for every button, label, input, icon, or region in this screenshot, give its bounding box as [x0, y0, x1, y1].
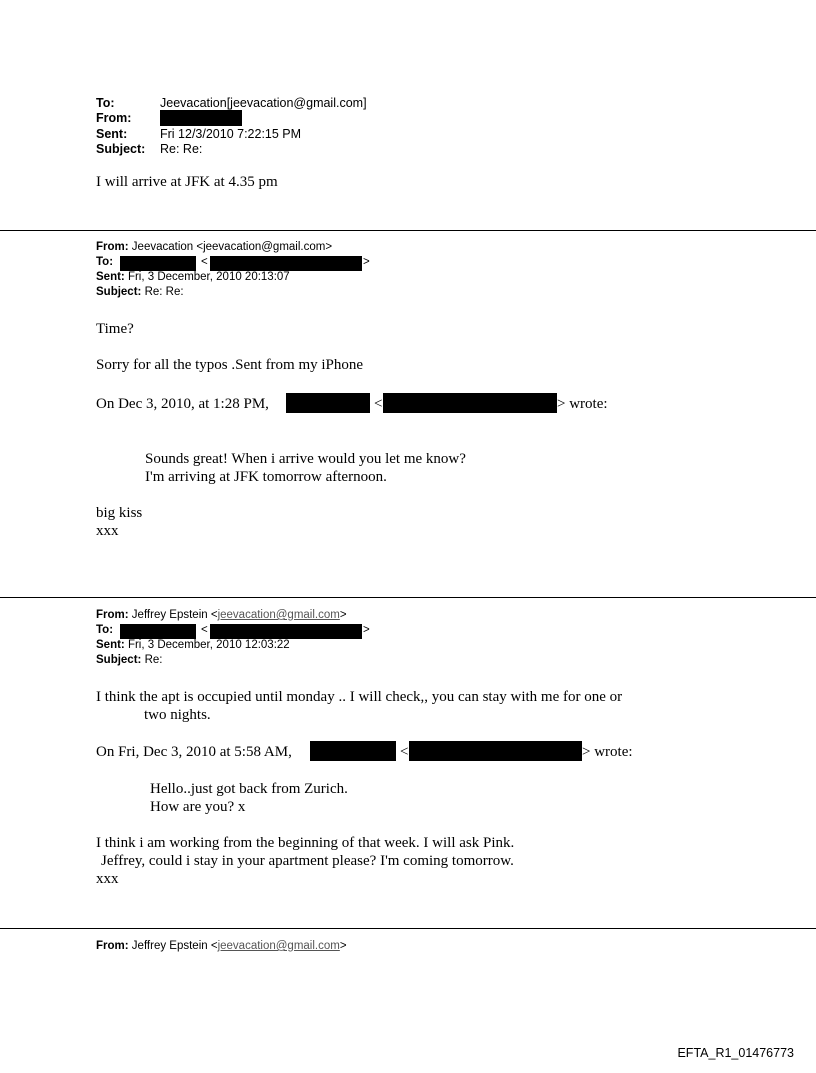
body-line: I think the apt is occupied until monday .. I will check,, you can stay with me for one or — [96, 689, 623, 705]
to-label: To: — [96, 624, 114, 636]
divider — [0, 597, 816, 598]
divider — [0, 928, 816, 929]
redaction-block — [286, 393, 370, 413]
from-label: From: — [96, 609, 129, 621]
quote-lt: < — [374, 396, 383, 412]
from-label: From: — [96, 111, 132, 125]
redaction-block — [409, 741, 582, 761]
from-email-link[interactable]: jeevacation@gmail.com — [217, 940, 340, 952]
to-value: Jeevacation[jeevacation@gmail.com] — [160, 96, 367, 110]
redaction-block — [383, 393, 557, 413]
sent-line — [96, 639, 290, 651]
redaction-block — [160, 110, 242, 126]
to-label: To: — [96, 96, 115, 110]
quote-suffix: > wrote: — [557, 396, 608, 412]
redaction-block — [310, 741, 396, 761]
redaction-block — [210, 256, 362, 271]
quote-lt: < — [400, 744, 409, 760]
divider — [0, 230, 816, 231]
to-label: To: — [96, 256, 114, 268]
subject-line — [96, 286, 184, 298]
quoted-line: Hello..just got back from Zurich. — [150, 781, 348, 797]
quote-header-prefix: On Dec 3, 2010, at 1:28 PM, — [96, 396, 269, 412]
from-value: Jeevacation <jeevacation@gmail.com> — [131, 241, 333, 253]
signature-line: xxx — [96, 523, 119, 539]
quote-header-prefix: On Fri, Dec 3, 2010 at 5:58 AM, — [96, 744, 292, 760]
subject-line — [96, 654, 162, 666]
sent-label: Sent: — [96, 639, 125, 651]
subject-label: Subject: — [96, 654, 142, 666]
body-line: Jeffrey, could i stay in your apartment please? I'm coming tomorrow. — [101, 853, 514, 869]
subject-label: Subject: — [96, 142, 146, 156]
from-line — [96, 241, 332, 253]
from-name: Jeffrey Epstein < — [131, 609, 218, 621]
to-lt: < — [201, 624, 208, 636]
sent-label: Sent: — [96, 271, 125, 283]
from-email-link[interactable]: jeevacation@gmail.com — [217, 609, 340, 621]
body-line: two nights. — [144, 707, 211, 723]
subject-label: Subject: — [96, 286, 142, 298]
from-name: Jeffrey Epstein < — [131, 940, 218, 952]
signature-line: big kiss — [96, 505, 143, 521]
from-line — [96, 609, 347, 621]
subject-value: Re: Re: — [144, 286, 184, 298]
subject-value: Re: Re: — [160, 142, 203, 156]
quote-suffix: > wrote: — [582, 744, 633, 760]
from-label: From: — [96, 241, 129, 253]
quoted-line: How are you? x — [150, 799, 246, 815]
body-line: Time? — [96, 321, 134, 337]
body-line: Sorry for all the typos .Sent from my iPhone — [96, 357, 364, 373]
redaction-block — [210, 624, 362, 639]
quoted-line: Sounds great! When i arrive would you let me know? — [145, 451, 466, 467]
sent-label: Sent: — [96, 127, 128, 141]
from-label: From: — [96, 940, 129, 952]
sent-value: Fri, 3 December, 2010 20:13:07 — [127, 271, 290, 283]
quoted-line: I'm arriving at JFK tomorrow afternoon. — [145, 469, 387, 485]
sent-value: Fri, 3 December, 2010 12:03:22 — [127, 639, 290, 651]
subject-value: Re: — [144, 654, 163, 666]
to-lt: < — [201, 256, 208, 268]
body-line: I think i am working from the beginning of that week. I will ask Pink. — [96, 835, 515, 851]
from-line — [96, 940, 347, 952]
redaction-block — [120, 624, 196, 639]
to-gt: > — [363, 624, 370, 636]
redaction-block — [120, 256, 196, 271]
body-line: xxx — [96, 871, 119, 887]
from-close: > — [339, 609, 347, 621]
email-body: I will arrive at JFK at 4.35 pm — [96, 174, 278, 190]
from-close: > — [339, 940, 347, 952]
sent-value: Fri 12/3/2010 7:22:15 PM — [160, 127, 302, 141]
sent-line — [96, 271, 290, 283]
to-gt: > — [363, 256, 370, 268]
document-id: EFTA_R1_01476773 — [677, 1046, 794, 1060]
